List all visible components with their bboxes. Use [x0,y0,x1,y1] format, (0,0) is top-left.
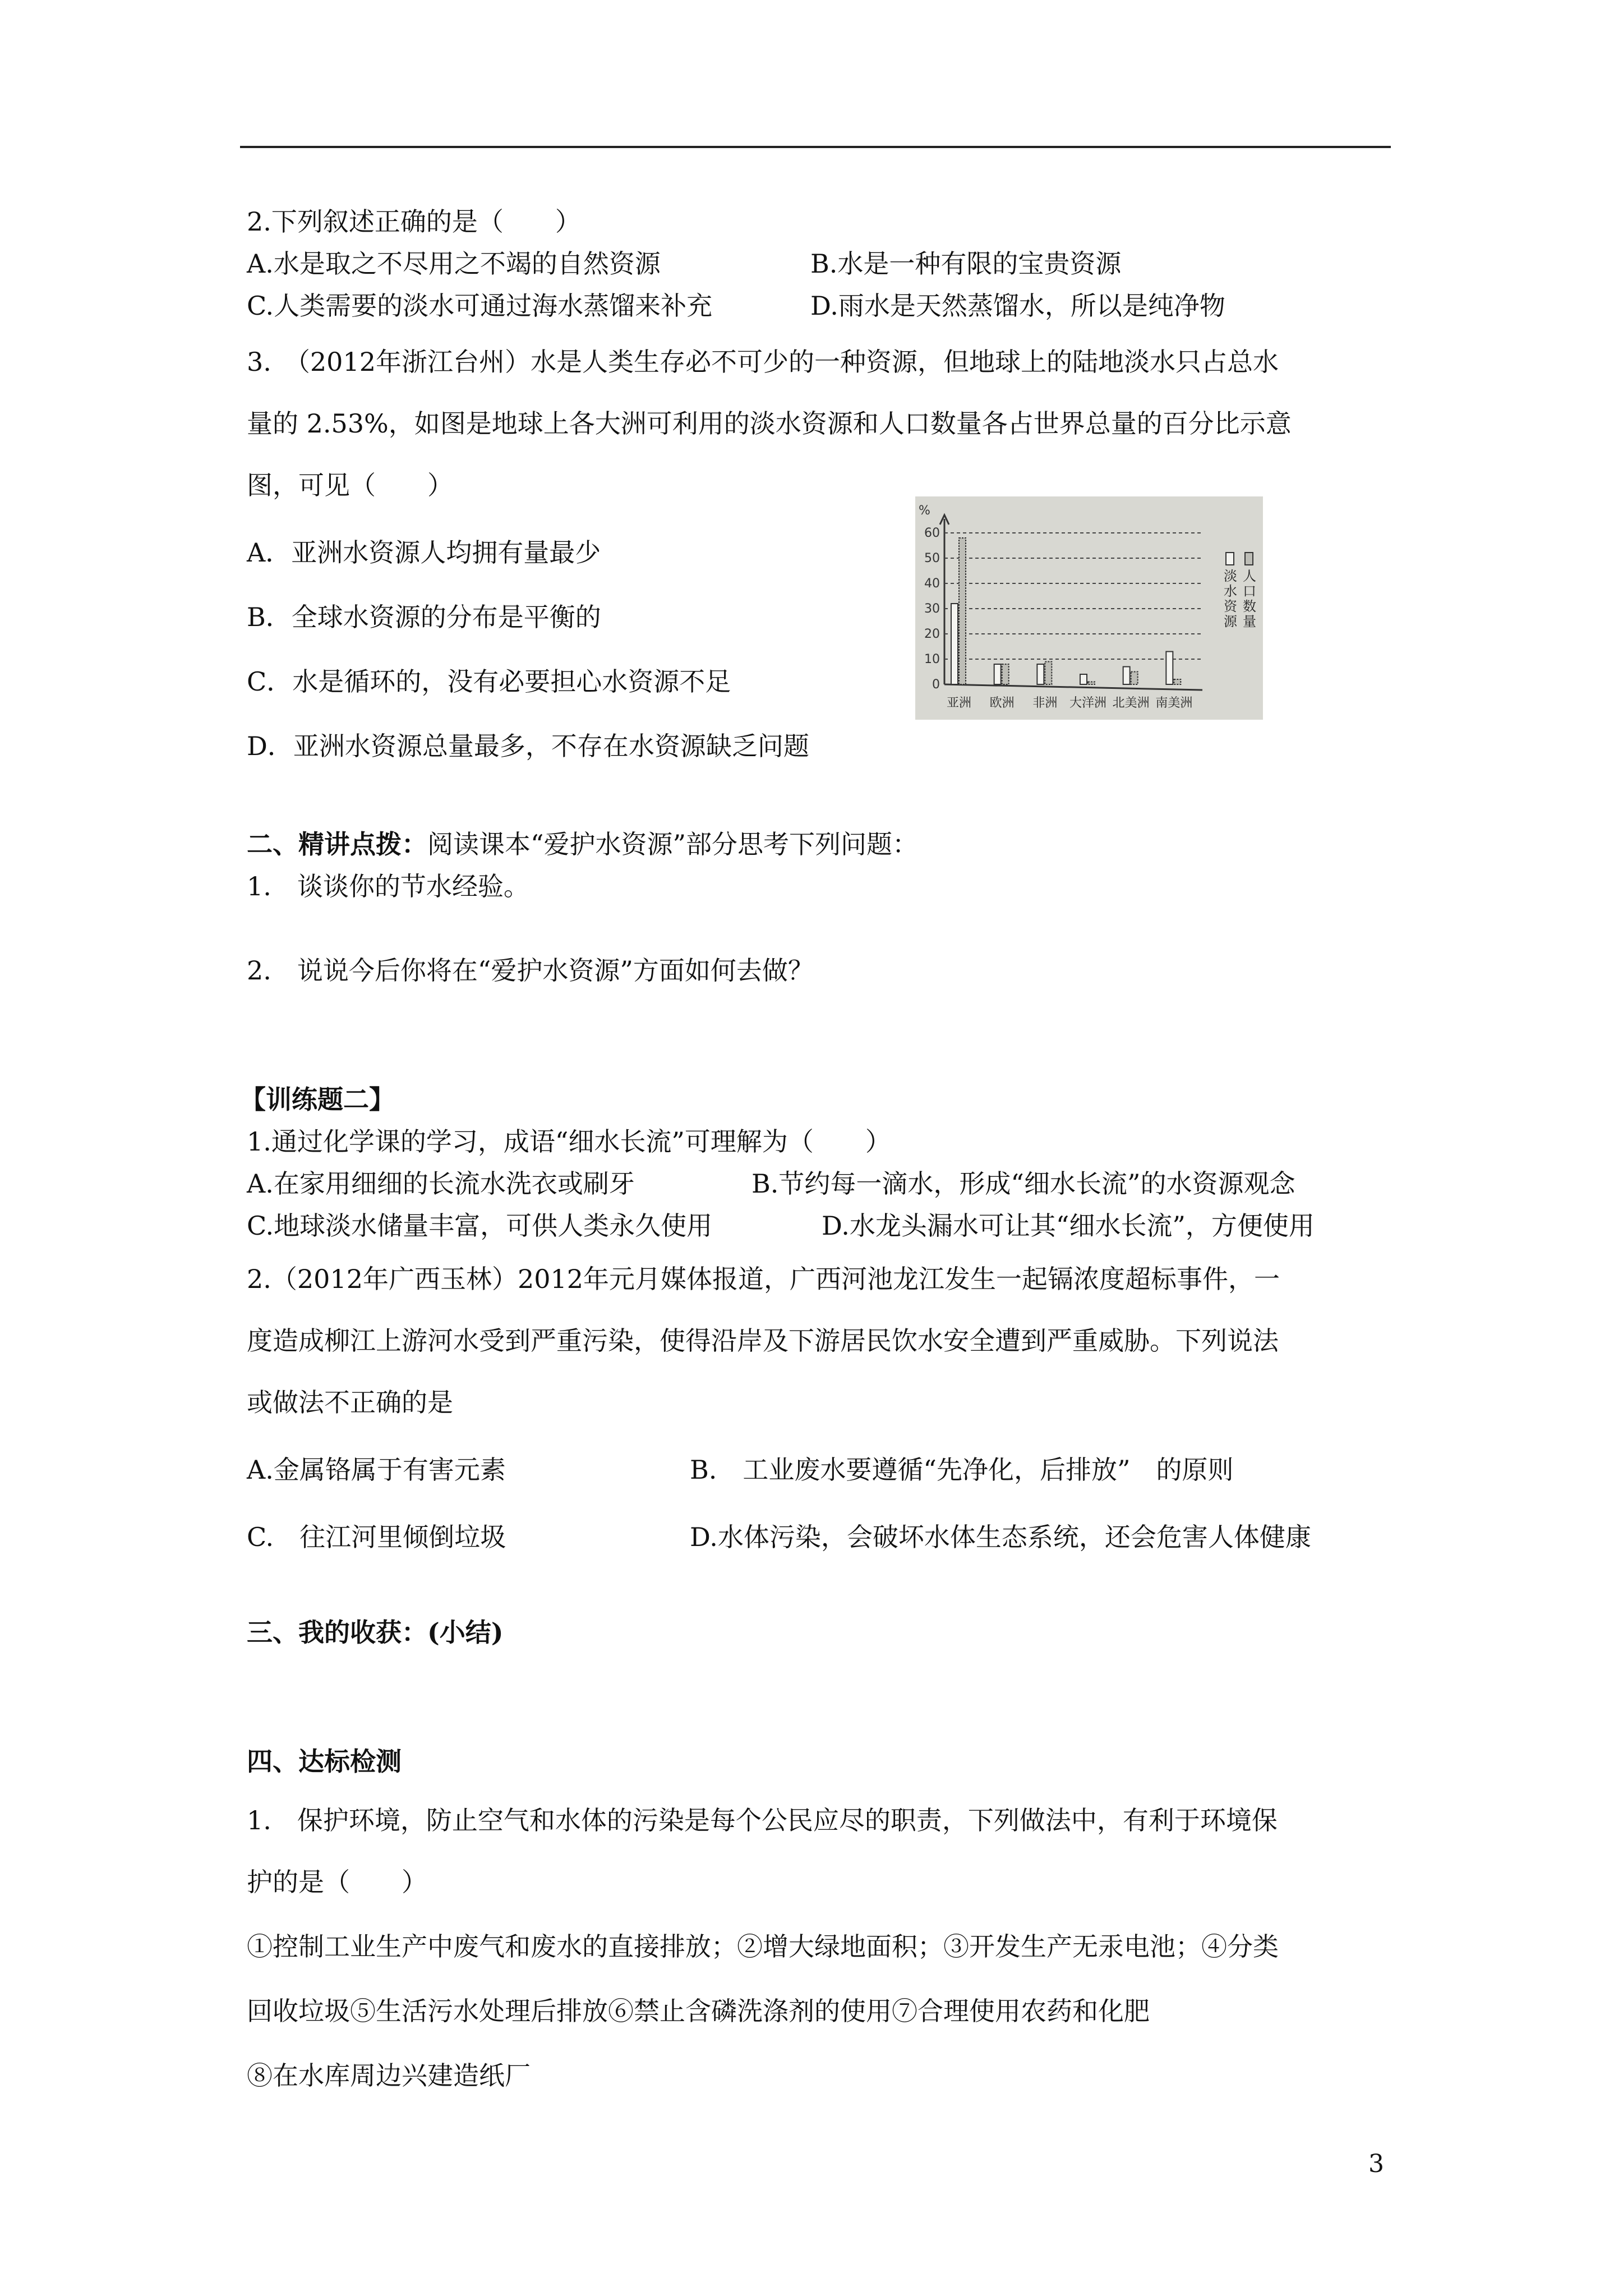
bar-freshwater [1080,674,1087,684]
legend-label-char: 口 [1243,583,1256,599]
water-population-chart [915,496,1263,720]
bar-population [1131,672,1138,685]
legend-label-char: 源 [1224,614,1237,629]
bar-population [1002,664,1009,684]
q3-option-d: D．亚洲水资源总量最多，不存在水资源缺乏问题 [247,731,809,761]
q2-option-d: D.雨水是天然蒸馏水，所以是纯净物 [810,291,1225,321]
y-tick-label: 10 [924,652,940,666]
section4-q1-items-line1: ①控制工业生产中废气和废水的直接排放；②增大绿地面积；③开发生产无汞电池；④分类 [247,1931,1279,1962]
y-tick-label: 50 [924,551,940,565]
legend-label-char: 资 [1224,599,1237,614]
q2-option-a: A.水是取之不尽用之不竭的自然资源 [247,249,661,279]
legend-label-char: 量 [1243,614,1256,629]
y-tick-label: 0 [932,678,940,692]
section4-q1-items-line3: ⑧在水库周边兴建造纸厂 [247,2060,531,2091]
bar-freshwater [951,604,958,684]
bar-population [959,538,966,684]
training2-q1-stem: 1.通过化学课的学习，成语“细水长流”可理解为（ ） [247,1126,891,1157]
section2-heading [247,827,918,861]
header-rule [240,146,1391,148]
legend-label-char: 人 [1243,568,1256,584]
section4-q1-stem-line2: 护的是（ ） [247,1867,427,1897]
bar-freshwater [1166,652,1173,685]
training2-q1-option-b: B.节约每一滴水，形成“细水长流”的水资源观念 [751,1168,1295,1199]
bar-freshwater [1123,667,1130,685]
training2-title: 【训练题二】 [240,1084,395,1115]
section4-title: 四、达标检测 [247,1746,402,1777]
q3-option-c: C．水是循环的，没有必要担心水资源不足 [247,666,731,697]
chart-svg [915,496,1263,720]
q2-stem: 2.下列叙述正确的是（ ） [247,206,581,237]
x-category-label: 亚洲 [946,696,972,710]
section4-q1-items-line2: 回收垃圾⑤生活污水处理后排放⑥禁止含磷洗涤剂的使用⑦合理使用农药和化肥 [247,1996,1150,2026]
training2-q2-option-d: D.水体污染，会破坏水体生态系统，还会危害人体健康 [690,1522,1311,1552]
training2-q2-option-b: B. 工业废水要遵循“先净化，后排放” 的原则 [690,1455,1234,1485]
legend-label-char: 淡 [1224,568,1237,584]
section2-q1: 1. 谈谈你的节水经验。 [247,871,529,901]
q2-option-b: B.水是一种有限的宝贵资源 [810,249,1122,279]
y-tick-label: 60 [924,526,940,540]
bar-population [1045,662,1052,685]
x-category-label: 大洋洲 [1069,696,1107,710]
bar-freshwater [994,664,1001,684]
section3-title: 三、我的收获：(小结) [247,1617,504,1648]
section2-instruction: 阅读课本“爱护水资源”部分思考下列问题： [427,829,919,859]
training2-q2-stem-line3: 或做法不正确的是 [247,1387,453,1418]
training2-q2-stem-line2: 度造成柳江上游河水受到严重污染，使得沿岸及下游居民饮水安全遭到严重威胁。下列说法 [247,1326,1279,1356]
training2-q2-stem-line1: 2.（2012年广西玉林）2012年元月媒体报道，广西河池龙江发生一起镉浓度超标事件，一 [247,1264,1280,1294]
training2-q1-option-a: A.在家用细细的长流水洗衣或刷牙 [247,1168,635,1199]
q3-stem-line3: 图，可见（ ） [247,470,453,500]
y-tick-label: 20 [924,627,940,641]
q3-stem-line2: 量的 2.53%，如图是地球上各大洲可利用的淡水资源和人口数量各占世界总量的百分比示意 [247,408,1292,439]
bar-population [1088,682,1095,685]
training2-q2-option-a: A.金属铬属于有害元素 [247,1455,506,1485]
legend-label-char: 水 [1224,583,1237,599]
x-category-label: 南美洲 [1155,696,1193,710]
y-axis-unit-label: % [919,504,930,518]
section4-q1-stem-line1: 1. 保护环境，防止空气和水体的污染是每个公民应尽的职责，下列做法中，有利于环境保 [247,1805,1278,1835]
x-category-label: 欧洲 [989,696,1015,710]
section2-title: 二、精讲点拨： [247,829,427,859]
bar-freshwater [1037,664,1044,684]
q3-stem-line1: 3. （2012年浙江台州）水是人类生存必不可少的一种资源，但地球上的陆地淡水只占总水 [247,347,1279,377]
legend-label-char: 数 [1243,599,1256,614]
training2-q1-option-c: C.地球淡水储量丰富，可供人类永久使用 [247,1211,713,1241]
y-tick-label: 40 [924,577,940,591]
x-axis [944,684,1202,690]
q3-option-b: B．全球水资源的分布是平衡的 [247,602,601,632]
legend-swatch [1245,553,1253,565]
q2-option-c: C.人类需要的淡水可通过海水蒸馏来补充 [247,291,713,321]
x-category-label: 非洲 [1032,696,1058,710]
section2-q2: 2. 说说今后你将在“爱护水资源”方面如何去做？ [247,955,814,986]
bar-population [1174,679,1181,684]
q3-option-a: A．亚洲水资源人均拥有量最少 [247,537,601,568]
legend-swatch [1226,553,1234,565]
page-number: 3 [1368,2150,1384,2178]
y-tick-label: 30 [924,602,940,616]
x-category-label: 北美洲 [1112,696,1150,710]
training2-q2-option-c: C. 往江河里倾倒垃圾 [247,1522,506,1552]
training2-q1-option-d: D.水龙头漏水可让其“细水长流”，方便使用 [822,1211,1315,1241]
